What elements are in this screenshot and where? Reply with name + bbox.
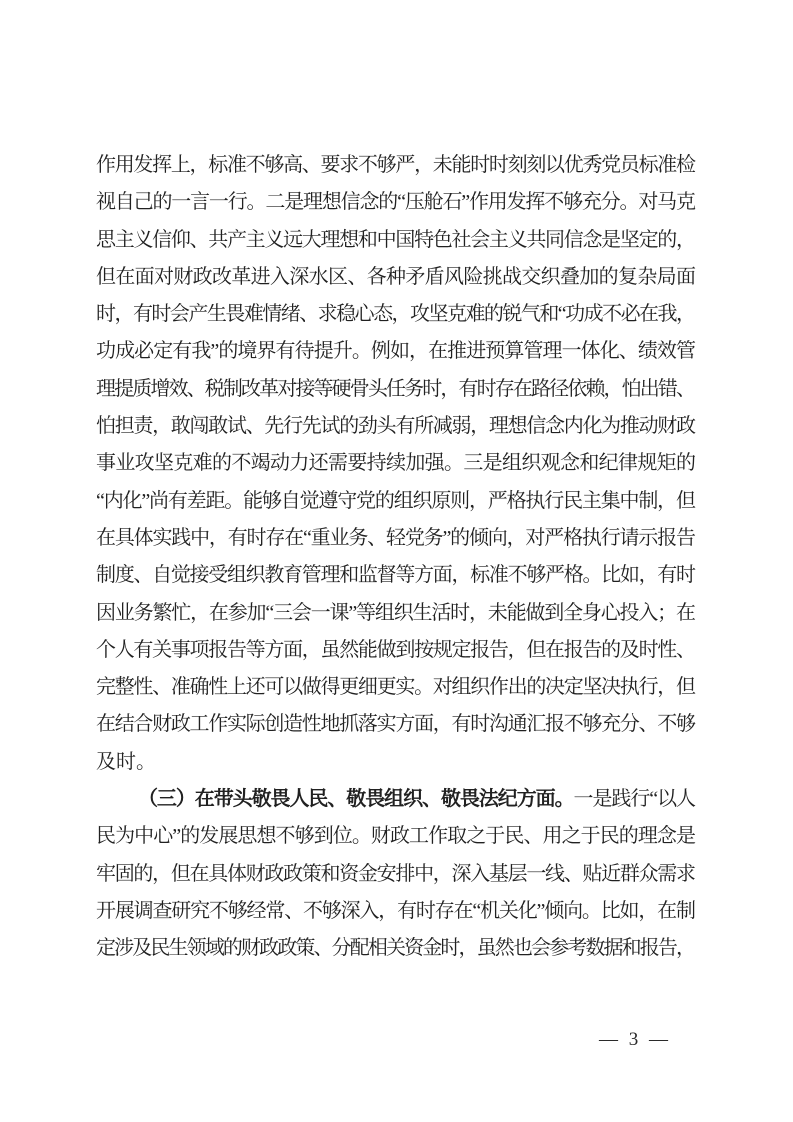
text-line-content: [96, 706, 695, 743]
text-line: [96, 147, 696, 184]
body-text: 视自己的一言一行。二是理想信念的“压舱石”作用发挥不够充分。对马克: [96, 191, 695, 214]
body-text: 因业务繁忙，在参加“三会一课”等组织生活时，未能做到全身心投入；在: [96, 601, 695, 624]
body-text: 时，有时会产生畏难情绪、求稳心态，攻坚克难的锐气和“功成不必在我，: [96, 303, 695, 326]
body-text: 思主义信仰、共产主义远大理想和中国特色社会主义共同信念是坚定的，: [96, 228, 695, 251]
text-line-content: [96, 259, 695, 296]
text-line-content: [96, 445, 695, 482]
body-text: 定涉及民生领域的财政政策、分配相关资金时，虽然也会参考数据和报告，: [96, 937, 695, 960]
body-text: 在结合财政工作实际创造性地抓落实方面，有时沟通汇报不够充分、不够: [96, 713, 695, 736]
body-text: 牢固的，但在具体财政政策和资金安排中，深入基层一线、贴近群众需求: [96, 862, 695, 885]
section-heading-text: （三）在带头敬畏人民、敬畏组织、敬畏法纪方面。: [138, 788, 574, 811]
text-line: [96, 632, 696, 669]
text-line-content: [138, 781, 695, 818]
text-line-content: [96, 632, 695, 669]
text-line: [96, 557, 696, 594]
text-line-content: [96, 595, 695, 632]
document-body: [96, 147, 696, 968]
text-line: [96, 669, 696, 706]
body-text: 制度、自觉接受组织教育管理和监督等方面，标准不够严格。比如，有时: [96, 564, 695, 587]
text-line-content: [96, 557, 695, 594]
text-line-content: [96, 893, 695, 930]
text-line-content: [96, 744, 156, 781]
text-line-content: [96, 333, 695, 370]
text-line-content: [96, 520, 695, 557]
text-line: [96, 333, 696, 370]
body-text: 但在面对财政改革进入深水区、各种矛盾风险挑战交织叠加的复杂局面: [96, 265, 696, 288]
page-number: — 3 —: [599, 1029, 671, 1050]
text-line-content: [96, 930, 694, 967]
body-text: 理提质增效、税制改革对接等硬骨头任务时，有时存在路径依赖，怕出错、: [96, 377, 695, 400]
text-line: [96, 930, 696, 967]
body-text: 民为中心”的发展思想不够到位。财政工作取之于民、用之于民的理念是: [96, 825, 696, 848]
body-text: 事业攻坚克难的不竭动力还需要持续加强。三是组织观念和纪律规矩的: [96, 452, 696, 475]
text-line-content: [96, 408, 695, 445]
body-text: 在具体实践中，有时存在“重业务、轻党务”的倾向，对严格执行请示报告: [96, 526, 695, 549]
text-line: [96, 483, 696, 520]
text-line-content: [96, 483, 695, 520]
body-text: “内化”尚有差距。能够自觉遵守党的组织原则，严格执行民主集中制，但: [96, 489, 695, 512]
text-line-content: [96, 296, 694, 333]
text-line: [96, 781, 696, 818]
text-line-content: [96, 669, 695, 706]
text-line: [96, 296, 696, 333]
text-line: [96, 184, 696, 221]
text-line: [96, 408, 696, 445]
body-text: 及时。: [96, 750, 156, 773]
text-line: [96, 706, 696, 743]
text-line: [96, 371, 696, 408]
body-text: 怕担责，敢闯敢试、先行先试的劲头有所减弱，理想信念内化为推动财政: [96, 415, 695, 438]
text-line: [96, 259, 696, 296]
text-line: [96, 744, 696, 781]
text-line: [96, 856, 696, 893]
text-line: [96, 520, 696, 557]
text-line: [96, 595, 696, 632]
body-text: 开展调查研究不够经常、不够深入，有时存在“机关化”倾向。比如，在制: [96, 899, 695, 922]
text-line: [96, 818, 696, 855]
text-line-content: [96, 147, 695, 184]
body-text: 个人有关事项报告等方面，虽然能做到按规定报告，但在报告的及时性、: [96, 638, 695, 661]
body-text: 一是践行“以人: [573, 788, 695, 811]
text-line-content: [96, 856, 695, 893]
body-text: 作用发挥上，标准不够高、要求不够严，未能时时刻刻以优秀党员标准检: [96, 154, 695, 176]
text-line: [96, 445, 696, 482]
body-text: 功成必定有我”的境界有待提升。例如，在推进预算管理一体化、绩效管: [96, 340, 696, 363]
text-line: [96, 222, 696, 259]
body-text: 完整性、准确性上还可以做得更细更实。对组织作出的决定坚决执行，但: [96, 676, 695, 699]
text-line-content: [96, 222, 695, 259]
text-line-content: [96, 184, 695, 221]
text-line-content: [96, 371, 694, 408]
text-line: [96, 893, 696, 930]
text-line-content: [96, 818, 695, 855]
